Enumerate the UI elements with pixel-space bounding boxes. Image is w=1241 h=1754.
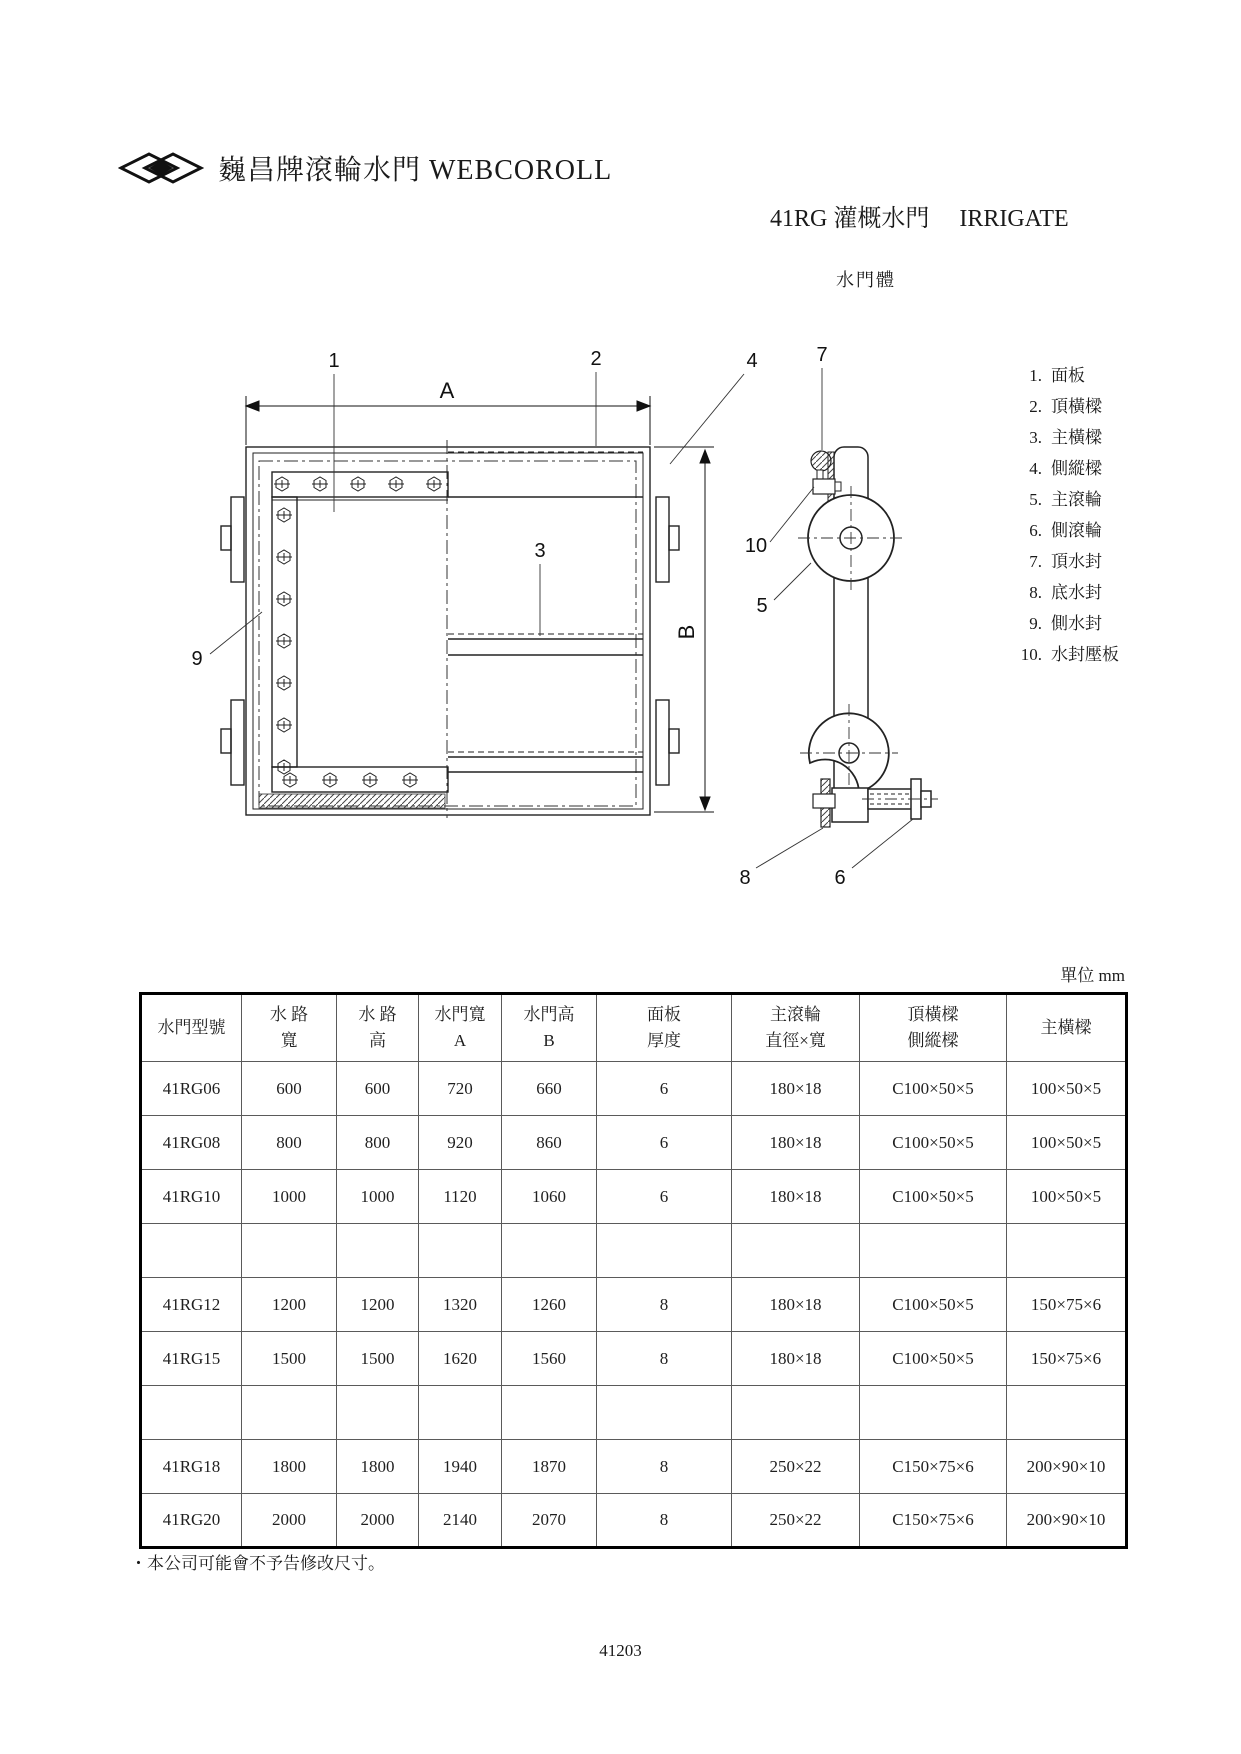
legend-num: 1.: [1029, 366, 1042, 385]
legend-label: 主滾輪: [1051, 490, 1102, 509]
legend-label: 水封壓板: [1051, 645, 1119, 664]
footnote: ・本公司可能會不予告修改尺寸。: [130, 1554, 385, 1573]
cell: 8: [597, 1494, 732, 1548]
cell: 800: [337, 1116, 419, 1170]
cell: [1007, 1386, 1127, 1440]
brand-header: [118, 146, 612, 190]
cell: 250×22: [732, 1494, 860, 1548]
legend-label: 頂橫樑: [1051, 397, 1102, 416]
cell: 1000: [242, 1170, 337, 1224]
legend-label: 頂水封: [1051, 552, 1102, 571]
legend-item: [1008, 515, 1119, 546]
callout-1: 1: [328, 350, 340, 372]
cell: 180×18: [732, 1116, 860, 1170]
callout-7: 7: [816, 344, 828, 366]
product-title: [770, 198, 1069, 233]
table-row: [141, 1062, 1127, 1116]
bolt-row-top: [274, 477, 442, 491]
cell: 200×90×10: [1007, 1494, 1127, 1548]
callout-6: 6: [834, 867, 846, 889]
cell: 41RG08: [141, 1116, 242, 1170]
product-title-zh: 41RG 灌概水門: [770, 206, 930, 232]
cell: 1000: [337, 1170, 419, 1224]
cell: [732, 1386, 860, 1440]
col-header-main-roller: 主滾輪 直徑×寬: [732, 994, 860, 1062]
cell: C100×50×5: [860, 1170, 1007, 1224]
cell: 6: [597, 1062, 732, 1116]
cell: 180×18: [732, 1278, 860, 1332]
cell: 800: [242, 1116, 337, 1170]
cell: 200×90×10: [1007, 1440, 1127, 1494]
cell: 41RG12: [141, 1278, 242, 1332]
legend-num: 4.: [1029, 459, 1042, 478]
cell: [419, 1224, 502, 1278]
table-row: [141, 1116, 1127, 1170]
callout-8: 8: [739, 867, 751, 889]
cell: 41RG18: [141, 1440, 242, 1494]
table-row-empty: [141, 1224, 1127, 1278]
cell: [141, 1224, 242, 1278]
cell: 1260: [502, 1278, 597, 1332]
front-view: [221, 440, 679, 818]
cell: 150×75×6: [1007, 1332, 1127, 1386]
cell: [242, 1386, 337, 1440]
legend-item: [1008, 608, 1119, 639]
cell: C100×50×5: [860, 1062, 1007, 1116]
cell: [732, 1224, 860, 1278]
cell: 600: [242, 1062, 337, 1116]
section-title: 水門體: [836, 270, 896, 290]
brand-title: 巍昌牌滾輪水門 WEBCOROLL: [218, 155, 613, 186]
col-header-waterway-width: 水 路 寬: [242, 994, 337, 1062]
legend-item: [1008, 546, 1119, 577]
cell: 8: [597, 1440, 732, 1494]
cell: [1007, 1224, 1127, 1278]
bolt-row-bottom: [282, 773, 418, 787]
cell: [337, 1386, 419, 1440]
cell: 1800: [242, 1440, 337, 1494]
table-row: [141, 1170, 1127, 1224]
legend-item: [1008, 422, 1119, 453]
cell: 2070: [502, 1494, 597, 1548]
dim-label-a: A: [439, 378, 455, 403]
cell: 920: [419, 1116, 502, 1170]
cell: C100×50×5: [860, 1116, 1007, 1170]
cell: 6: [597, 1116, 732, 1170]
legend-item: [1008, 453, 1119, 484]
legend-item: [1008, 577, 1119, 608]
col-header-main-beam: 主橫樑: [1007, 994, 1127, 1062]
callout-3: 3: [534, 540, 546, 562]
cell: 180×18: [732, 1062, 860, 1116]
callout-2: 2: [590, 348, 602, 370]
col-header-gate-width-a: 水門寬 A: [419, 994, 502, 1062]
cell: 2140: [419, 1494, 502, 1548]
cell: 1500: [337, 1332, 419, 1386]
cell: 1870: [502, 1440, 597, 1494]
legend-num: 2.: [1029, 397, 1042, 416]
cell: 6: [597, 1170, 732, 1224]
legend-label: 面板: [1051, 366, 1085, 385]
callout-leaders: [210, 368, 913, 868]
spec-table: [139, 992, 1128, 1549]
dim-label-b: B: [674, 624, 699, 640]
legend-label: 底水封: [1051, 583, 1102, 602]
cell: C100×50×5: [860, 1332, 1007, 1386]
table-row-empty: [141, 1386, 1127, 1440]
cell: [597, 1386, 732, 1440]
dimension-height: [654, 447, 714, 812]
cell: 1120: [419, 1170, 502, 1224]
cell: 250×22: [732, 1440, 860, 1494]
cell: 8: [597, 1332, 732, 1386]
legend-label: 主橫樑: [1051, 428, 1102, 447]
cell: C150×75×6: [860, 1494, 1007, 1548]
table-row: [141, 1278, 1127, 1332]
table-row: [141, 1440, 1127, 1494]
cell: 180×18: [732, 1170, 860, 1224]
bolt-column-left: [276, 508, 292, 774]
cell: 1200: [337, 1278, 419, 1332]
cell: 1800: [337, 1440, 419, 1494]
table-row: [141, 1494, 1127, 1548]
cell: 8: [597, 1278, 732, 1332]
callout-4: 4: [746, 350, 758, 372]
legend-item: [1008, 484, 1119, 515]
cell: 660: [502, 1062, 597, 1116]
col-header-panel-thickness: 面板 厚度: [597, 994, 732, 1062]
legend-item: [1008, 391, 1119, 422]
cell: [337, 1224, 419, 1278]
legend-num: 8.: [1029, 583, 1042, 602]
cell: [242, 1224, 337, 1278]
legend-label: 側縱樑: [1051, 459, 1102, 478]
table-row: [141, 1332, 1127, 1386]
cell: 100×50×5: [1007, 1062, 1127, 1116]
dimension-width: [246, 378, 650, 445]
cell: 100×50×5: [1007, 1116, 1127, 1170]
legend-label: 側滾輪: [1051, 521, 1102, 540]
cell: 1500: [242, 1332, 337, 1386]
cell: C100×50×5: [860, 1278, 1007, 1332]
parts-legend: [1008, 360, 1119, 670]
legend-item: [1008, 639, 1119, 670]
cell: 1940: [419, 1440, 502, 1494]
legend-item: [1008, 360, 1119, 391]
col-header-gate-height-b: 水門高 B: [502, 994, 597, 1062]
cell: 600: [337, 1062, 419, 1116]
cell: 41RG15: [141, 1332, 242, 1386]
cell: [860, 1386, 1007, 1440]
cell: 180×18: [732, 1332, 860, 1386]
cell: [597, 1224, 732, 1278]
legend-num: 10.: [1020, 645, 1042, 664]
cell: 720: [419, 1062, 502, 1116]
cell: 150×75×6: [1007, 1278, 1127, 1332]
cell: 41RG10: [141, 1170, 242, 1224]
cell: C150×75×6: [860, 1440, 1007, 1494]
cell: [502, 1224, 597, 1278]
legend-num: 7.: [1029, 552, 1042, 571]
cell: 1320: [419, 1278, 502, 1332]
cell: [860, 1224, 1007, 1278]
cell: 1560: [502, 1332, 597, 1386]
page-number: 41203: [599, 1641, 642, 1660]
header-row: [141, 994, 1127, 1062]
cell: 41RG20: [141, 1494, 242, 1548]
cell: 860: [502, 1116, 597, 1170]
cell: [502, 1386, 597, 1440]
callout-10: 10: [744, 535, 768, 557]
cell: 2000: [242, 1494, 337, 1548]
callout-5: 5: [756, 595, 768, 617]
legend-num: 3.: [1029, 428, 1042, 447]
legend-num: 9.: [1029, 614, 1042, 633]
legend-label: 側水封: [1051, 614, 1102, 633]
legend-num: 6.: [1029, 521, 1042, 540]
cell: 1200: [242, 1278, 337, 1332]
col-header-waterway-height: 水 路 高: [337, 994, 419, 1062]
col-header-model: 水門型號: [141, 994, 242, 1062]
cell: [419, 1386, 502, 1440]
cell: 100×50×5: [1007, 1170, 1127, 1224]
side-view: [798, 447, 938, 827]
unit-label: 單位 mm: [1060, 966, 1125, 985]
cell: 2000: [337, 1494, 419, 1548]
product-title-en: IRRIGATE: [959, 206, 1069, 232]
col-header-top-beam: 頂橫樑 側縱樑: [860, 994, 1007, 1062]
cell: [141, 1386, 242, 1440]
cell: 41RG06: [141, 1062, 242, 1116]
cell: 1620: [419, 1332, 502, 1386]
callout-9: 9: [191, 648, 203, 670]
diamond-logo: [118, 146, 204, 190]
legend-num: 5.: [1029, 490, 1042, 509]
cell: 1060: [502, 1170, 597, 1224]
